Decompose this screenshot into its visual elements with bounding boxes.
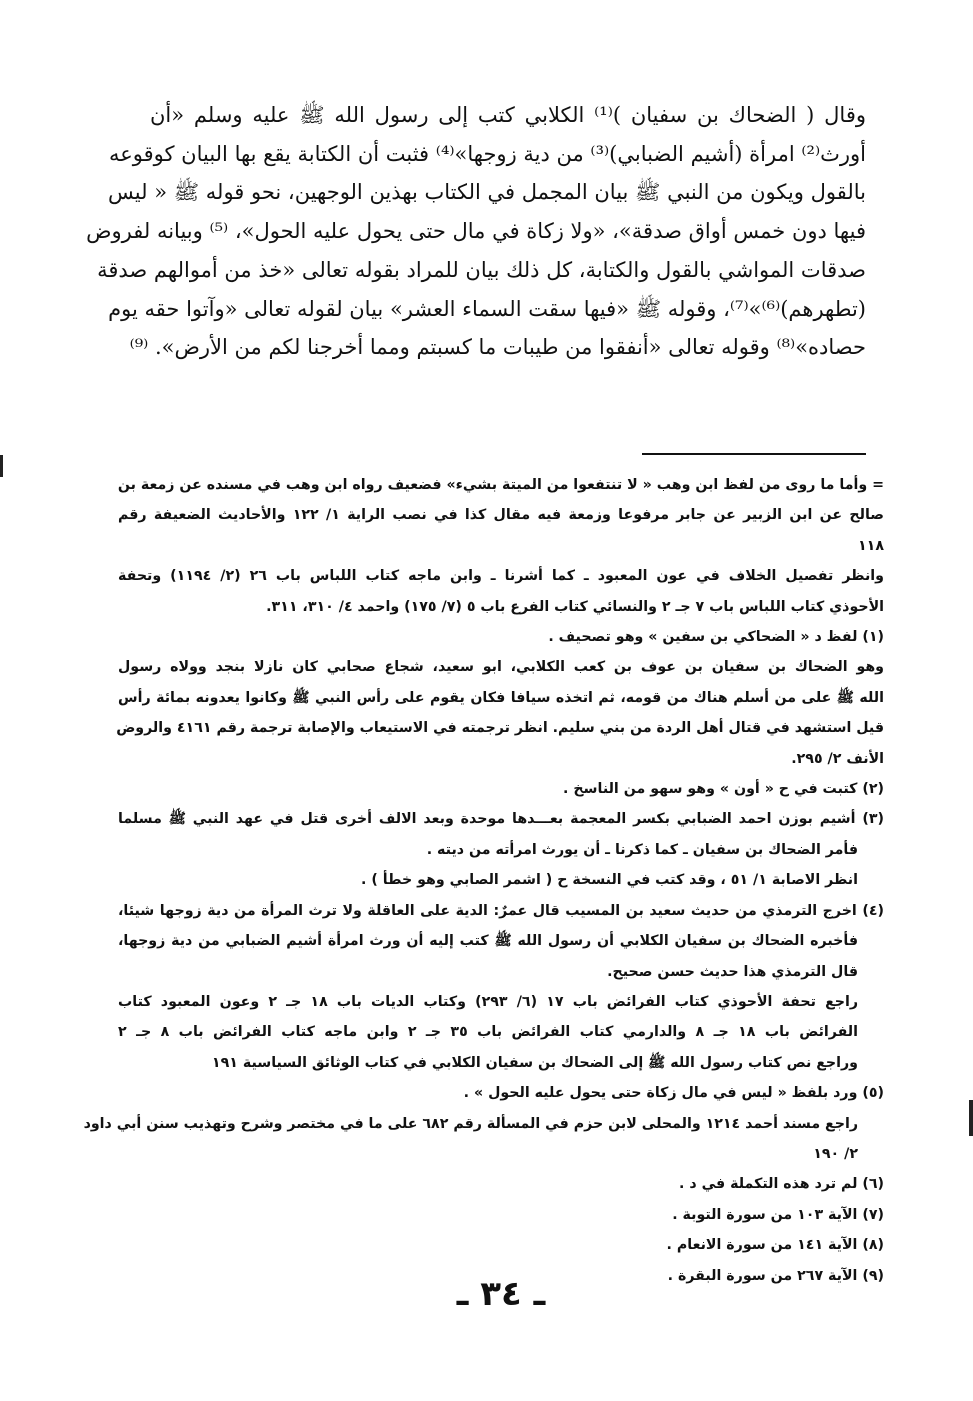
footnote-line: راجع مسند أحمد ١٢١٤ والمحلى لابن حزم في المسألة رقم ٦٨٢ على ما في مختصر وشرح وتهذيب سنن أبي داود [83, 1115, 858, 1132]
footnote-line: الفرائض باب ١٨ جـ ٨ والدارمي كتاب الفرائض باب ٣٥ جـ ٢ وابن ماجه كتاب الفرائض باب ٨ جـ ٢ [118, 1024, 858, 1041]
main-line: (تطهرهم)⁽⁶⁾»⁽⁷⁾، وقوله ﷺ «فيها سقت السماء العشر» بيان لقوله تعالى «وآتوا حقه يوم [108, 296, 866, 321]
footnote-line: ١١٨ [858, 537, 884, 554]
main-paragraph [86, 96, 867, 367]
footnote-line: (١) لفظ د « الضحاكي بن سفين » وهو تصحيف . [548, 629, 884, 646]
footnote-line: ٢/ ١٩٠ [813, 1145, 858, 1162]
footnote-8 [118, 1230, 884, 1260]
footnote-5-detail [83, 1109, 884, 1170]
footnote-line: = وأما ما روى من لفظ ابن وهب « لا تنتفعوا من الميتة بشيء» فضعيف رواه ابن وهب في مسنده عن زمعة بن [117, 477, 884, 493]
footnote-line: وراجع نص كتاب رسول الله ﷺ إلى الضحاك بن سفيان الكلابي في كتاب الوثائق السياسية ١٩١ [211, 1054, 858, 1071]
scan-edge-mark [0, 455, 3, 477]
main-line: فيها دون خمس أواق صدقة»، «ولا زكاة في مال حتى يحول عليه الحول»، ⁽⁵⁾ وبيانه لفروض [86, 219, 866, 244]
footnotes [83, 470, 884, 1291]
footnote-line: قيل استشهد في قتال أهل الردة من بني سليم. انظر ترجمته في الاستيعاب والإصابة ترجمة رقم ٤١٦١ والروض [116, 720, 884, 737]
footnote-7 [118, 1200, 884, 1230]
main-line: وقال ( الضحاك بن سفيان )⁽¹⁾ الكلابي كتب إلى رسول الله ﷺ عليه وسلم «أن [150, 103, 867, 127]
main-line: حصاده»⁽⁸⁾ وقوله تعالى «أنفقوا من طيبات ما كسبتم ومما أخرجنا لكم من الأرض». ⁽⁹⁾ [129, 335, 866, 360]
footnote-line: وهو الضحاك بن سفيان بن عوف بن كعب الكلابي، ابو سعيد، شجاع صحابي كان نازلا بنجد وولاه رسول [118, 659, 884, 676]
footnote-line: صالح عن ابن الزبير عن جابر مرفوعا وزمعة فيه مقال كذا في نصب الراية ١/ ١٢٢ والأحاديث الضعيفة رقم [118, 507, 884, 524]
main-line: أورث⁽²⁾ امرأة (أشيم الضبابي)⁽³⁾ من دية زوجها»⁽⁴⁾ فثبت أن الكتابة يقع بها البيان كوقوعه [108, 141, 866, 166]
page-number: ـ ٣٤ ـ [456, 1274, 546, 1314]
footnote-3-detail [118, 865, 884, 895]
footnote-continuation [118, 470, 884, 561]
footnote-line: (٤) اخرج الترمذي من حديث سعيد بن المسيب قال عمرٌ: الدية على العاقلة ولا ترث المرأة من دية زوجها شيئا، [118, 902, 884, 919]
footnote-line: راجع تحفة الأحوذي كتاب الفرائض باب ١٧ (٦/ ٢٩٣) وكتاب الديات باب ١٨ جـ ٢ وعون المعبود كتاب [118, 993, 859, 1010]
footnote-line: قال الترمذي هذا حديث حسن صحيح. [607, 963, 858, 980]
footnote-separator [642, 453, 866, 455]
footnote-1 [118, 622, 884, 652]
main-line: صدقات المواشي بالقول والكتابة، كل ذلك بيان للمراد بقوله تعالى «خذ من أموالهم صدقة [97, 257, 866, 282]
scan-edge-mark [969, 1100, 973, 1136]
footnote-line: (٣) أشيم بوزن احمد الضبابي بكسر المعجمة بعـــدها موحدة وبعد الالف أخرى قتل في عهد النبي ﷺ مسلما [118, 811, 884, 828]
footnote-line: فأخبره الضحاك بن سفيان الكلابي أن رسول الله ﷺ كتب إليه أن ورث امرأة أشيم الضبابي من دية زوجها، [118, 933, 858, 950]
footnote-line: الأنف ٢/ ٢٩٥. [791, 750, 884, 767]
footnote-line: انظر الاصابة ١/ ٥١ ، وقد كتب في النسخة ح ( اشمر الصابي وهو خطأ ) . [361, 872, 858, 889]
footnote-line: (٧) الآية ١٠٣ من سورة التوبة . [672, 1206, 884, 1223]
footnote-line: فأمر الضحاك بن سفيان ـ كما ذكرنا ـ أن يورث امرأته من ديته . [426, 841, 858, 858]
main-line: بالقول ويكون من النبي ﷺ بيان المجمل في الكتاب بهذين الوجهين، نحو قوله ﷺ « ليس [108, 180, 866, 205]
footnote-continuation-2 [118, 561, 884, 622]
footnote-1-detail [118, 652, 884, 774]
main-text [86, 96, 867, 367]
footnote-line: وانظر تفصيل الخلاف في عون المعبود ـ كما أشرنا ـ وابن ماجه كتاب اللباس باب ٢٦ (٢/ ١١٩٤) وتحفة [118, 568, 884, 585]
footnote-4-detail [118, 987, 884, 1078]
footnote-line: الأحوذي كتاب اللباس باب ٧ جـ ٢ والنسائي كتاب الفرع باب ٥ (٧/ ١٧٥) واحمد ٤/ ٣١٠، ٣١١. [266, 598, 884, 615]
footnote-3 [118, 804, 884, 865]
footnote-line: (٢) كتبت في ح « أون » وهو سهو من الناسخ . [562, 781, 884, 798]
footnote-5 [118, 1078, 884, 1108]
footnote-2 [118, 774, 884, 804]
footnote-4 [118, 896, 884, 987]
footnote-6 [118, 1169, 884, 1199]
footnote-line: (٨) الآية ١٤١ من سورة الانعام . [666, 1237, 884, 1254]
footnote-line: (٦) لم ترد هذه التكملة في د . [679, 1176, 884, 1193]
footnote-line: (٥) ورد بلفظ « ليس في مال زكاة حتى يحول عليه الحول » . [463, 1085, 884, 1102]
footnote-line: (٩) الآية ٢٦٧ من سورة البقرة . [667, 1267, 884, 1284]
footnote-line: الله ﷺ على من أسلم هناك من قومه، ثم اتخذه سيافا فكان يقوم على رأس النبي ﷺ وكانوا يعدونه بمائة رأس [118, 689, 884, 706]
